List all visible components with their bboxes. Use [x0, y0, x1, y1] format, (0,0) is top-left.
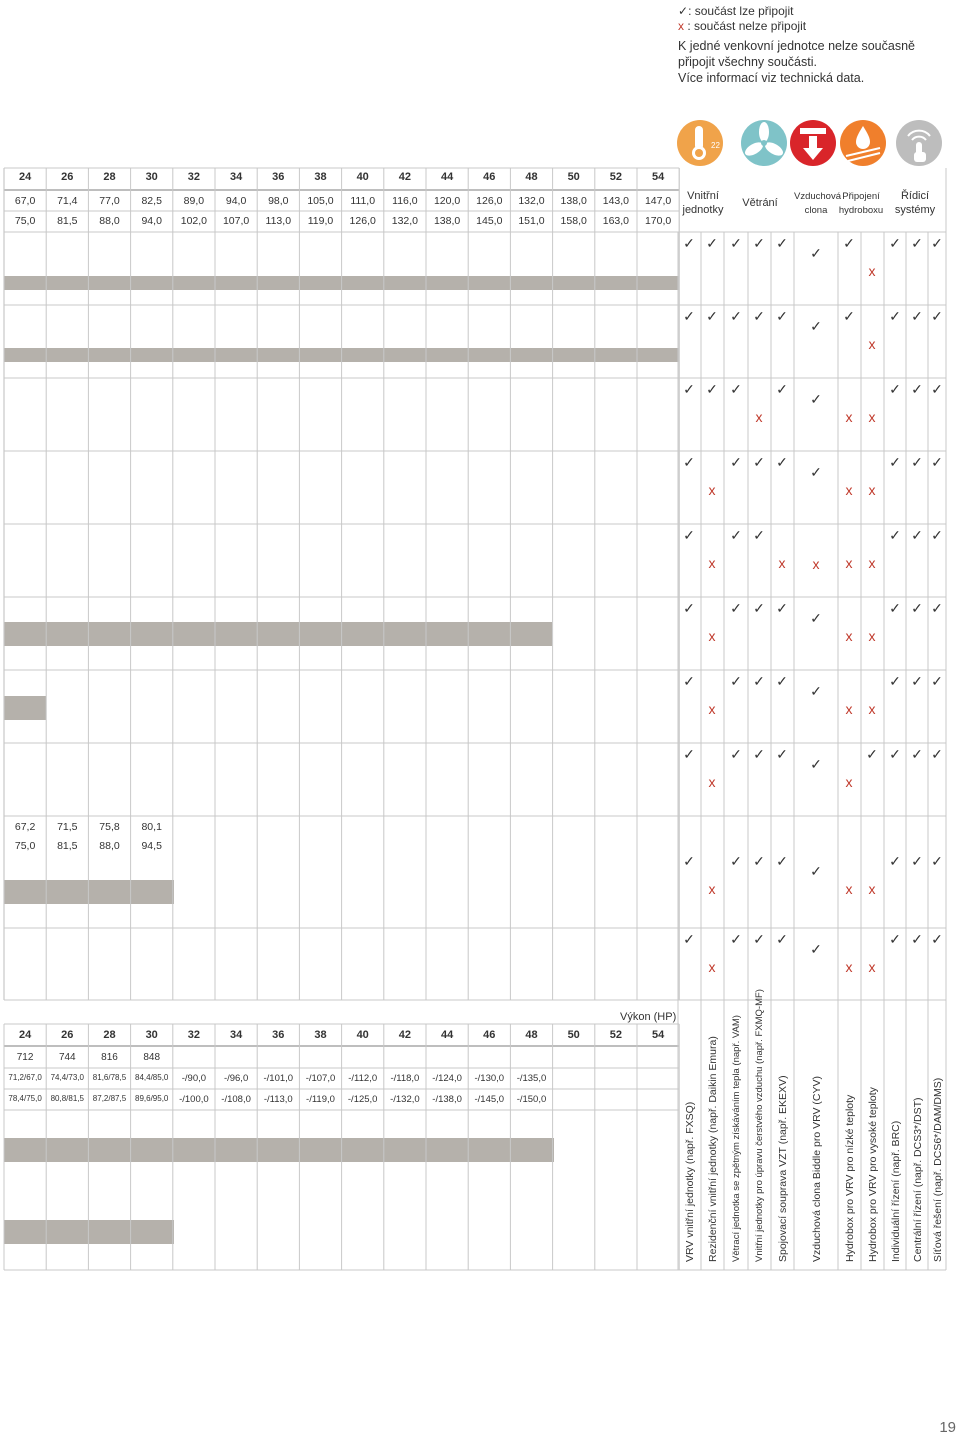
compatible-mark: ✓: [753, 235, 765, 251]
legend-x: x : součást nelze připojit: [678, 19, 807, 33]
row-top-1-cell: 143,0: [602, 195, 630, 207]
bottom-row-3-cell: -/138,0: [432, 1094, 462, 1105]
compatible-mark: ✓: [889, 454, 901, 470]
incompatible-mark: x: [845, 628, 853, 644]
compatible-mark: ✓: [730, 931, 742, 947]
compatible-mark: ✓: [706, 308, 718, 324]
header-curtain: Vzduchová clona: [794, 191, 842, 216]
compatible-mark: ✓: [931, 931, 943, 947]
compatible-mark: ✓: [911, 381, 923, 397]
compatible-mark: ✓: [911, 853, 923, 869]
row-top-2-cell: 126,0: [349, 215, 376, 227]
bottom-row-2-cell: -/130,0: [474, 1073, 505, 1084]
capacity-bottom-cell: 42: [398, 1029, 412, 1041]
incompatible-mark: x: [708, 959, 716, 975]
row-top-1-cell: 98,0: [268, 195, 289, 207]
compatible-mark: ✓: [810, 610, 822, 626]
row-top-2-cell: 170,0: [644, 215, 672, 227]
capacity-top-cell: 38: [314, 171, 327, 183]
row-top-1-cell: 94,0: [225, 195, 247, 207]
incompatible-mark: x: [868, 336, 876, 352]
compatible-mark: ✓: [931, 381, 943, 397]
compatible-mark: ✓: [889, 746, 901, 762]
grey-band-bottom-1: [4, 1220, 174, 1244]
incompatible-mark: x: [868, 482, 876, 498]
mid-row-1-cell: 75,8: [99, 821, 120, 833]
bottom-row-3-cell: -/119,0: [306, 1094, 335, 1105]
component-label: VRV vnitřní jednotky (např. FXSQ): [684, 1101, 696, 1262]
compatible-mark: ✓: [776, 746, 788, 762]
row-top-2-cell: 151,0: [518, 215, 545, 227]
compatible-mark: ✓: [753, 673, 765, 689]
grey-band-2: [4, 622, 552, 646]
incompatible-mark: x: [708, 701, 716, 717]
header-hydro: Připojení hydroboxu: [838, 191, 884, 216]
compatible-mark: ✓: [730, 600, 742, 616]
compatible-mark: ✓: [776, 931, 788, 947]
row-top-1-cell: 89,0: [183, 195, 205, 207]
compatible-mark: ✓: [776, 454, 788, 470]
bottom-row-3-cell: 87,2/87,5: [92, 1094, 127, 1103]
incompatible-mark: x: [708, 881, 716, 897]
row-top-1-cell: 67,0: [14, 195, 36, 207]
row-top-1-cell: 105,0: [307, 195, 334, 207]
compatible-mark: ✓: [866, 746, 878, 762]
incompatible-mark: x: [868, 263, 876, 279]
incompatible-mark: x: [708, 628, 716, 644]
compatible-mark: ✓: [931, 235, 943, 251]
compatible-mark: ✓: [911, 308, 923, 324]
bottom-row-2-cell: -/135,0: [516, 1073, 547, 1084]
component-label: Hydrobox pro VRV pro nízké teploty: [844, 1094, 856, 1262]
page-number: 19: [939, 1419, 956, 1436]
compatible-mark: ✓: [683, 454, 695, 470]
compatible-mark: ✓: [706, 381, 718, 397]
capacity-top-cell: 34: [229, 171, 243, 183]
compatible-mark: ✓: [810, 391, 822, 407]
capacity-top-cell: 32: [187, 171, 201, 183]
capacity-top-cell: 28: [103, 171, 116, 183]
row-top-2-cell: 138,0: [433, 215, 461, 227]
compatible-mark: ✓: [730, 308, 742, 324]
bottom-row-2-cell: -/107,0: [305, 1073, 336, 1084]
compatible-mark: ✓: [730, 853, 742, 869]
compatible-mark: ✓: [810, 941, 822, 957]
capacity-bottom-cell: 50: [567, 1029, 580, 1041]
bottom-row-2-cell: 71,2/67,0: [8, 1073, 42, 1082]
capacity-top-cell: 44: [440, 171, 454, 183]
compatible-mark: ✓: [843, 308, 855, 324]
compatible-mark: ✓: [911, 673, 923, 689]
row-top-2-cell: 88,0: [99, 215, 120, 227]
header-control: Řídicí systémy: [894, 190, 936, 216]
incompatible-mark: x: [845, 959, 853, 975]
compatible-mark: ✓: [931, 746, 943, 762]
bottom-row-1-cell: 712: [16, 1052, 34, 1063]
compatible-mark: ✓: [683, 746, 695, 762]
row-top-1-cell: 147,0: [644, 195, 672, 207]
bottom-row-3-cell: -/132,0: [390, 1094, 420, 1105]
incompatible-mark: x: [868, 409, 876, 425]
bottom-row-1-cell: 744: [58, 1052, 76, 1063]
row-top-2-cell: 81,5: [57, 215, 78, 227]
row-top-2-cell: 102,0: [180, 215, 208, 227]
bottom-row-3-cell: 80,8/81,5: [50, 1094, 84, 1103]
capacity-top-cell: 30: [145, 171, 158, 183]
mid-row-2-cell: 88,0: [99, 840, 120, 852]
incompatible-mark: x: [868, 628, 876, 644]
compatible-mark: ✓: [889, 308, 901, 324]
compatible-mark: ✓: [730, 381, 742, 397]
compatible-mark: ✓: [753, 931, 765, 947]
capacity-bottom-cell: 34: [229, 1029, 243, 1041]
compatible-mark: ✓: [931, 527, 943, 543]
incompatible-mark: x: [708, 482, 716, 498]
mid-row-2-cell: 81,5: [57, 840, 78, 852]
bottom-row-1-cell: 816: [101, 1052, 118, 1063]
capacity-bottom-cell: 36: [272, 1029, 285, 1041]
incompatible-mark: x: [845, 881, 853, 897]
compatible-mark: ✓: [889, 600, 901, 616]
legend-note: K jedné venkovní jednotce nelze současně připojit všechny součásti. Více informací viz technická data.: [678, 39, 915, 85]
compatible-mark: ✓: [683, 853, 695, 869]
compatible-mark: ✓: [911, 527, 923, 543]
compatible-mark: ✓: [776, 381, 788, 397]
row-top-1-cell: 77,0: [99, 195, 120, 207]
incompatible-mark: x: [778, 555, 786, 571]
capacity-bottom-cell: 44: [440, 1029, 454, 1041]
compatible-mark: ✓: [730, 454, 742, 470]
bottom-row-2-cell: 81,6/78,5: [92, 1073, 127, 1082]
row-top-2-cell: 94,0: [141, 215, 162, 227]
grey-band-bottom-0: [4, 1138, 554, 1162]
row-top-2-cell: 75,0: [14, 215, 36, 227]
compatible-mark: ✓: [730, 235, 742, 251]
row-top-2-cell: 107,0: [222, 215, 250, 227]
compatible-mark: ✓: [931, 454, 943, 470]
capacity-top-cell: 52: [609, 171, 623, 183]
component-label: Spojovací souprava VZT (např. EKEXV): [777, 1075, 789, 1262]
mid-row-2-cell: 94,5: [141, 840, 162, 852]
component-label: Vzduchová clona Biddle pro VRV (CYV): [811, 1076, 823, 1262]
capacity-bottom-cell: 28: [103, 1029, 116, 1041]
compatible-mark: ✓: [911, 746, 923, 762]
row-top-1-cell: 71,4: [57, 195, 78, 207]
compatible-mark: ✓: [753, 527, 765, 543]
compatible-mark: ✓: [776, 673, 788, 689]
compatible-mark: ✓: [683, 235, 695, 251]
mid-row-1-cell: 67,2: [14, 821, 36, 833]
row-top-2-cell: 163,0: [602, 215, 630, 227]
compatible-mark: ✓: [706, 235, 718, 251]
compatible-mark: ✓: [753, 600, 765, 616]
compatible-mark: ✓: [931, 853, 943, 869]
row-top-1-cell: 120,0: [433, 195, 461, 207]
row-top-2-cell: 158,0: [560, 215, 587, 227]
bottom-row-2-cell: -/118,0: [390, 1073, 420, 1084]
compatible-mark: ✓: [889, 381, 901, 397]
bottom-row-2-cell: 84,4/85,0: [135, 1073, 169, 1082]
incompatible-mark: x: [755, 409, 763, 425]
component-label: Větrací jednotka se zpětným získáváním tepla (např. VAM): [731, 1015, 742, 1262]
compatible-mark: ✓: [889, 853, 901, 869]
row-top-1-cell: 132,0: [518, 195, 545, 207]
grey-band-3: [4, 696, 46, 720]
row-top-1-cell: 82,5: [141, 195, 162, 207]
incompatible-mark: x: [868, 881, 876, 897]
incompatible-mark: x: [845, 701, 853, 717]
capacity-bottom-cell: 40: [356, 1029, 369, 1041]
row-top-2-cell: 132,0: [391, 215, 419, 227]
component-label: Hydrobox pro VRV pro vysoké teploty: [867, 1087, 879, 1262]
capacity-bottom-cell: 26: [61, 1029, 74, 1041]
compatible-mark: ✓: [911, 235, 923, 251]
incompatible-mark: x: [845, 482, 853, 498]
row-top-1-cell: 111,0: [350, 195, 376, 207]
bottom-row-2-cell: -/96,0: [223, 1073, 249, 1084]
capacity-top-cell: 54: [651, 171, 665, 183]
component-label: Síťová řešení (např. DCS6*/DAM/DMS): [932, 1077, 944, 1262]
compatible-mark: ✓: [843, 235, 855, 251]
bottom-row-3-cell: -/125,0: [347, 1094, 378, 1105]
bottom-row-3-cell: -/100,0: [179, 1094, 209, 1105]
mid-row-2-cell: 75,0: [14, 840, 36, 852]
capacity-bottom-cell: 52: [609, 1029, 623, 1041]
bottom-row-3-cell: 89,6/95,0: [135, 1094, 169, 1103]
bottom-row-3-cell: -/145,0: [474, 1094, 505, 1105]
incompatible-mark: x: [868, 701, 876, 717]
compatible-mark: ✓: [776, 235, 788, 251]
compatible-mark: ✓: [776, 600, 788, 616]
component-label: Vnitřní jednotky pro úpravu čerstvého vzduchu (např. FXMQ-MF): [754, 989, 765, 1262]
capacity-top-cell: 42: [398, 171, 412, 183]
svg-text:22: 22: [711, 141, 720, 150]
bottom-row-3-cell: -/150,0: [516, 1094, 547, 1105]
compatible-mark: ✓: [753, 853, 765, 869]
compatible-mark: ✓: [889, 931, 901, 947]
compatible-mark: ✓: [776, 308, 788, 324]
capacity-top-cell: 24: [18, 171, 32, 183]
capacity-bottom-cell: 48: [525, 1029, 538, 1041]
compatible-mark: ✓: [730, 673, 742, 689]
capacity-bottom-cell: 30: [145, 1029, 158, 1041]
compatible-mark: ✓: [931, 673, 943, 689]
bottom-row-2-cell: 74,4/73,0: [50, 1073, 84, 1082]
incompatible-mark: x: [845, 555, 853, 571]
incompatible-mark: x: [868, 959, 876, 975]
capacity-top-cell: 26: [61, 171, 74, 183]
compatible-mark: ✓: [753, 746, 765, 762]
incompatible-mark: x: [845, 774, 853, 790]
compatible-mark: ✓: [810, 464, 822, 480]
row-top-2-cell: 113,0: [265, 215, 292, 227]
capacity-top-cell: 36: [272, 171, 285, 183]
compatible-mark: ✓: [683, 308, 695, 324]
compatible-mark: ✓: [683, 600, 695, 616]
incompatible-mark: x: [708, 555, 716, 571]
compatible-mark: ✓: [810, 683, 822, 699]
bottom-row-2-cell: -/90,0: [181, 1073, 207, 1084]
compatible-mark: ✓: [730, 527, 742, 543]
compatible-mark: ✓: [810, 318, 822, 334]
incompatible-mark: x: [845, 409, 853, 425]
component-label: Individuální řízení (např. BRC): [890, 1120, 902, 1262]
compatible-mark: ✓: [683, 527, 695, 543]
compatible-mark: ✓: [931, 308, 943, 324]
capacity-bottom-cell: 54: [651, 1029, 665, 1041]
capacity-hp-label: Výkon (HP): [620, 1011, 677, 1023]
capacity-top-cell: 50: [567, 171, 580, 183]
bottom-row-2-cell: -/101,0: [263, 1073, 294, 1084]
bottom-row-2-cell: -/112,0: [348, 1073, 378, 1084]
header-ventilation: Větrání: [742, 197, 778, 209]
row-top-1-cell: 116,0: [392, 195, 418, 207]
compatible-mark: ✓: [730, 746, 742, 762]
row-top-1-cell: 126,0: [476, 195, 503, 207]
bottom-row-3-cell: -/113,0: [263, 1094, 293, 1105]
mid-row-1-cell: 71,5: [57, 821, 78, 833]
bottom-row-2-cell: -/124,0: [432, 1073, 462, 1084]
mid-row-1-cell: 80,1: [141, 821, 162, 833]
incompatible-mark: x: [812, 556, 820, 572]
compatible-mark: ✓: [889, 673, 901, 689]
capacity-bottom-cell: 46: [483, 1029, 496, 1041]
capacity-bottom-cell: 38: [314, 1029, 327, 1041]
incompatible-mark: x: [868, 555, 876, 571]
legend-ck: ✓: součást lze připojit: [678, 4, 794, 18]
capacity-top-cell: 48: [525, 171, 538, 183]
compatible-mark: ✓: [911, 454, 923, 470]
component-label: Centrální řízení (např. DCS3*/DST): [912, 1097, 924, 1262]
bottom-row-3-cell: -/108,0: [221, 1094, 251, 1105]
compatible-mark: ✓: [889, 235, 901, 251]
compatible-mark: ✓: [753, 454, 765, 470]
bottom-row-3-cell: 78,4/75,0: [8, 1094, 42, 1103]
capacity-top-cell: 40: [356, 171, 369, 183]
incompatible-mark: x: [708, 774, 716, 790]
compatible-mark: ✓: [810, 245, 822, 261]
compatible-mark: ✓: [931, 600, 943, 616]
capacity-top-cell: 46: [483, 171, 496, 183]
row-top-1-cell: 138,0: [560, 195, 587, 207]
compatible-mark: ✓: [911, 931, 923, 947]
row-top-2-cell: 145,0: [476, 215, 503, 227]
compatible-mark: ✓: [683, 931, 695, 947]
compatible-mark: ✓: [889, 527, 901, 543]
header-indoor: Vnitřní jednotky: [682, 190, 724, 216]
compatible-mark: ✓: [810, 863, 822, 879]
bottom-row-1-cell: 848: [143, 1052, 161, 1063]
row-top-2-cell: 119,0: [307, 215, 334, 227]
compatible-mark: ✓: [683, 381, 695, 397]
capacity-bottom-cell: 32: [187, 1029, 201, 1041]
grey-band-4: [4, 880, 174, 904]
compatible-mark: ✓: [911, 600, 923, 616]
compatible-mark: ✓: [776, 853, 788, 869]
compatible-mark: ✓: [810, 756, 822, 772]
compatible-mark: ✓: [753, 308, 765, 324]
capacity-bottom-cell: 24: [18, 1029, 32, 1041]
component-label: Rezidenční vnitřní jednotky (např. Daikin Emura): [707, 1036, 719, 1262]
compatible-mark: ✓: [683, 673, 695, 689]
